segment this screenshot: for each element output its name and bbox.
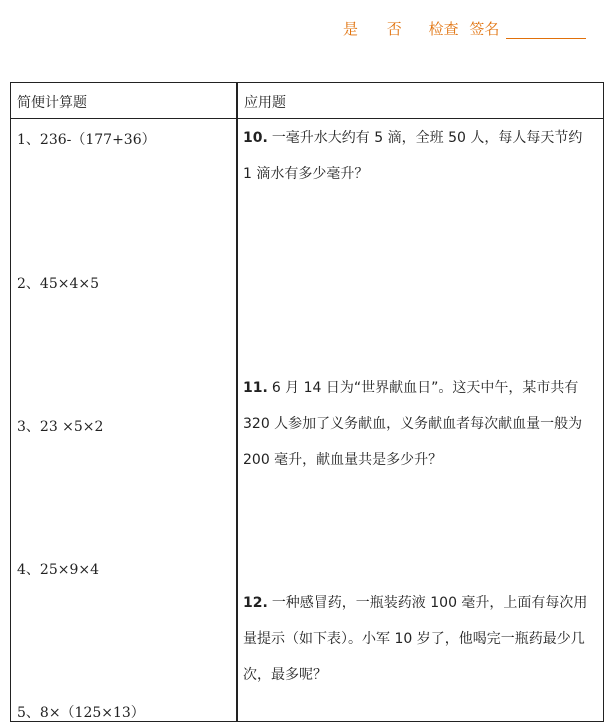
sign-label: 签名 <box>469 20 500 38</box>
calculation-item-5: 5、8×（125×13） <box>17 705 145 721</box>
worksheet-table <box>10 82 604 722</box>
header-row-divider <box>11 118 603 119</box>
problem-text: 一种感冒药，一瓶装药液 100 毫升，上面有每次用量提示（如下表）。小军 10 岁了，他喝完一瓶药最少几次，最多呢？ <box>243 595 588 683</box>
word-problem-12 <box>243 585 595 693</box>
check-signature-header <box>343 18 586 39</box>
word-problem-10 <box>243 120 595 192</box>
yes-option[interactable]: 是 <box>343 20 359 38</box>
word-problem-heading: 应用题 <box>244 95 286 111</box>
problem-number: 12. <box>243 595 268 611</box>
no-option[interactable]: 否 <box>386 20 402 38</box>
problem-number: 11. <box>243 380 268 396</box>
problem-text: 6 月 14 日为“世界献血日”。这天中午，某市共有 320 人参加了义务献血，义务献血者每次献血量一般为 200 毫升，献血量共是多少升？ <box>243 380 583 468</box>
calculation-item-4: 4、25×9×4 <box>17 562 99 578</box>
signature-field[interactable] <box>506 24 586 39</box>
word-problem-11 <box>243 370 595 478</box>
column-divider <box>236 83 238 721</box>
calculation-item-2: 2、45×4×5 <box>17 276 99 292</box>
simple-calculation-heading: 简便计算题 <box>17 95 87 111</box>
check-label: 检查 <box>428 20 459 38</box>
problem-text: 一毫升水大约有 5 滴，全班 50 人，每人每天节约 1 滴水有多少毫升？ <box>243 130 583 182</box>
problem-number: 10. <box>243 130 268 146</box>
calculation-item-3: 3、23 ×5×2 <box>17 419 104 435</box>
calculation-item-1: 1、236-（177+36） <box>17 132 156 148</box>
